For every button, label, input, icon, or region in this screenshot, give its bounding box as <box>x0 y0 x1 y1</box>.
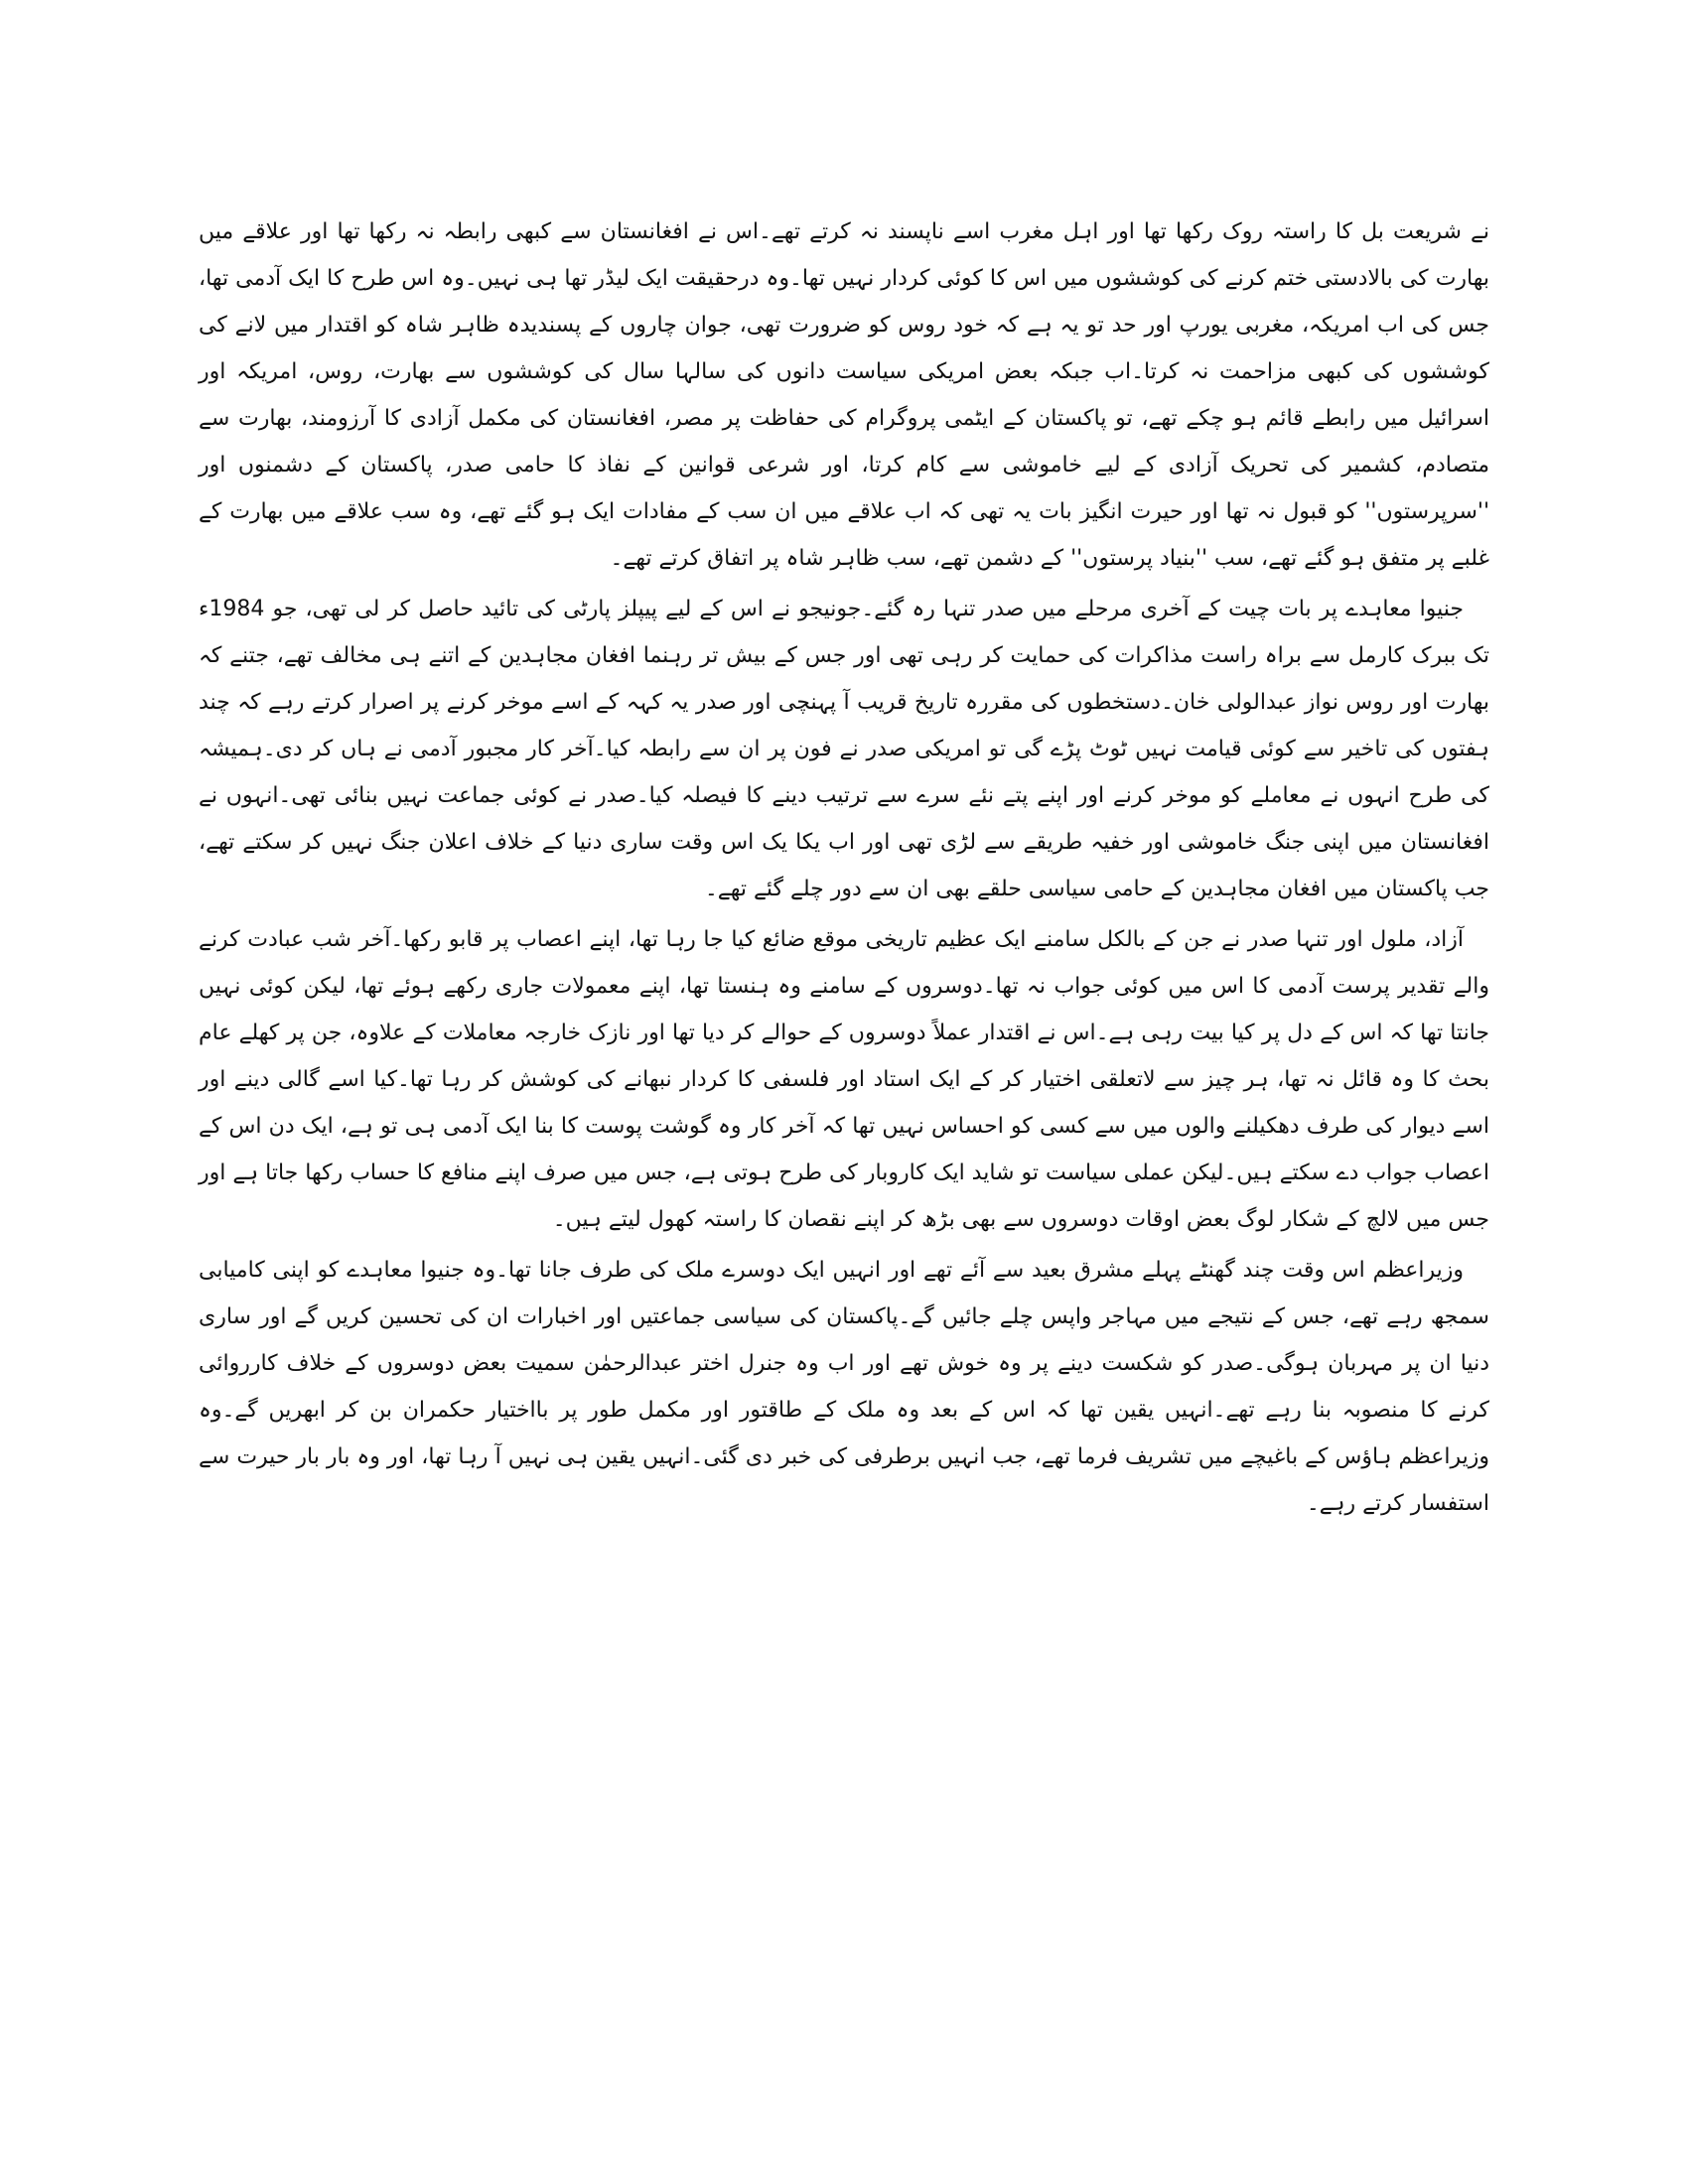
paragraph-2: جنیوا معاہدے پر بات چیت کے آخری مرحلے میں صدر تنہا رہ گئے۔جونیجو نے اس کے لیے پیپلز پارٹی کی تائید حاصل کر لی تھی، جو 1984ء تک ببرک کارمل سے براہ راست مذاکرات کی حمایت کر رہی تھی اور جس کے بیش تر رہنما افغان مجاہدین کے اتنے ہی مخالف تھے، جتنے کہ بھارت اور روس نواز عبدالولی خان۔دستخطوں کی مقررہ تاریخ قریب آ پہنچی اور صدر یہ کہہ کے اسے موخر کرنے پر اصرار کرتے رہے کہ چند ہفتوں کی تاخیر سے کوئی قیامت نہیں ٹوٹ پڑے گی تو امریکی صدر نے فون پر ان سے رابطہ کیا۔آخر کار مجبور آدمی نے ہاں کر دی۔ہمیشہ کی طرح انہوں نے معاملے کو موخر کرنے اور اپنے پتے نئے سرے سے ترتیب دینے کا فیصلہ کیا۔صدر نے کوئی جماعت نہیں بنائی تھی۔انہوں نے افغانستان میں اپنی جنگ خاموشی اور خفیہ طریقے سے لڑی تھی اور اب یکا یک اس وقت ساری دنیا کے خلاف اعلان جنگ نہیں کر سکتے تھے، جب پاکستان میں افغان مجاہدین کے حامی سیاسی حلقے بھی ان سے دور چلے گئے تھے۔ <box>199 597 1489 901</box>
document-page <box>199 208 1489 1531</box>
paragraph-4: وزیراعظم اس وقت چند گھنٹے پہلے مشرق بعید سے آئے تھے اور انہیں ایک دوسرے ملک کی طرف جانا تھا۔وہ جنیوا معاہدے کو اپنی کامیابی سمجھ رہے تھے، جس کے نتیجے میں مہاجر واپس چلے جائیں گے۔پاکستان کی سیاسی جماعتیں اور اخبارات ان کی تحسین کریں گے اور ساری دنیا ان پر مہربان ہوگی۔صدر کو شکست دینے پر وہ خوش تھے اور اب وہ جنرل اختر عبدالرحمٰن سمیت بعض دوسروں کے خلاف کارروائی کرنے کا منصوبہ بنا رہے تھے۔انہیں یقین تھا کہ اس کے بعد وہ ملک کے طاقتور اور مکمل طور پر بااختیار حکمران بن کر ابھریں گے۔وہ وزیراعظم ہاؤس کے باغیچے میں تشریف فرما تھے، جب انہیں برطرفی کی خبر دی گئی۔انہیں یقین ہی نہیں آ رہا تھا، اور وہ بار بار حیرت سے استفسار کرتے رہے۔ <box>199 1258 1489 1516</box>
paragraph-3: آزاد، ملول اور تنہا صدر نے جن کے بالکل سامنے ایک عظیم تاریخی موقع ضائع کیا جا رہا تھا، اپنے اعصاب پر قابو رکھا۔آخر شب عبادت کرنے والے تقدیر پرست آدمی کا اس میں کوئی جواب نہ تھا۔دوسروں کے سامنے وہ ہنستا تھا، اپنے معمولات جاری رکھے ہوئے تھا، لیکن کوئی نہیں جانتا تھا کہ اس کے دل پر کیا بیت رہی ہے۔اس نے اقتدار عملاً دوسروں کے حوالے کر دیا تھا اور نازک خارجہ معاملات کے علاوہ، جن پر کھلے عام بحث کا وہ قائل نہ تھا، ہر چیز سے لاتعلقی اختیار کر کے ایک استاد اور فلسفی کا کردار نبھانے کی کوشش کر رہا تھا۔کیا اسے گالی دینے اور اسے دیوار کی طرف دھکیلنے والوں میں سے کسی کو احساس نہیں تھا کہ آخر کار وہ گوشت پوست کا بنا ایک آدمی ہی تو ہے، ایک دن اس کے اعصاب جواب دے سکتے ہیں۔لیکن عملی سیاست تو شاید ایک کاروبار کی طرح ہوتی ہے، جس میں صرف اپنے منافع کا حساب رکھا جاتا ہے اور جس میں لالچ کے شکار لوگ بعض اوقات دوسروں سے بھی بڑھ کر اپنے نقصان کا راستہ کھول لیتے ہیں۔ <box>199 927 1489 1232</box>
paragraph-1: نے شریعت بل کا راستہ روک رکھا تھا اور اہل مغرب اسے ناپسند نہ کرتے تھے۔اس نے افغانستان سے کبھی رابطہ نہ رکھا تھا اور علاقے میں بھارت کی بالادستی ختم کرنے کی کوششوں میں اس کا کوئی کردار نہیں تھا۔وہ درحقیقت ایک لیڈر تھا ہی نہیں۔وہ اس طرح کا ایک آدمی تھا، جس کی اب امریکہ، مغربی یورپ اور حد تو یہ ہے کہ خود روس کو ضرورت تھی، جوان چاروں کے پسندیدہ ظاہر شاہ کو اقتدار میں لانے کی کوششوں کی کبھی مزاحمت نہ کرتا۔اب جبکہ بعض امریکی سیاست دانوں کی سالہا سال کی کوششوں سے بھارت، روس، امریکہ اور اسرائیل میں رابطے قائم ہو چکے تھے، تو پاکستان کے ایٹمی پروگرام کی حفاظت پر مصر، افغانستان کی مکمل آزادی کا آرزومند، بھارت سے متصادم، کشمیر کی تحریک آزادی کے لیے خاموشی سے کام کرتا، اور شرعی قوانین کے نفاذ کا حامی صدر، پاکستان کے دشمنوں اور ''سرپرستوں'' کو قبول نہ تھا اور حیرت انگیز بات یہ تھی کہ اب علاقے میں ان سب کے مفادات ایک ہو گئے تھے، وہ سب علاقے میں بھارت کے غلبے پر متفق ہو گئے تھے، سب ''بنیاد پرستوں'' کے دشمن تھے، سب ظاہر شاہ پر اتفاق کرتے تھے۔ <box>199 219 1489 571</box>
